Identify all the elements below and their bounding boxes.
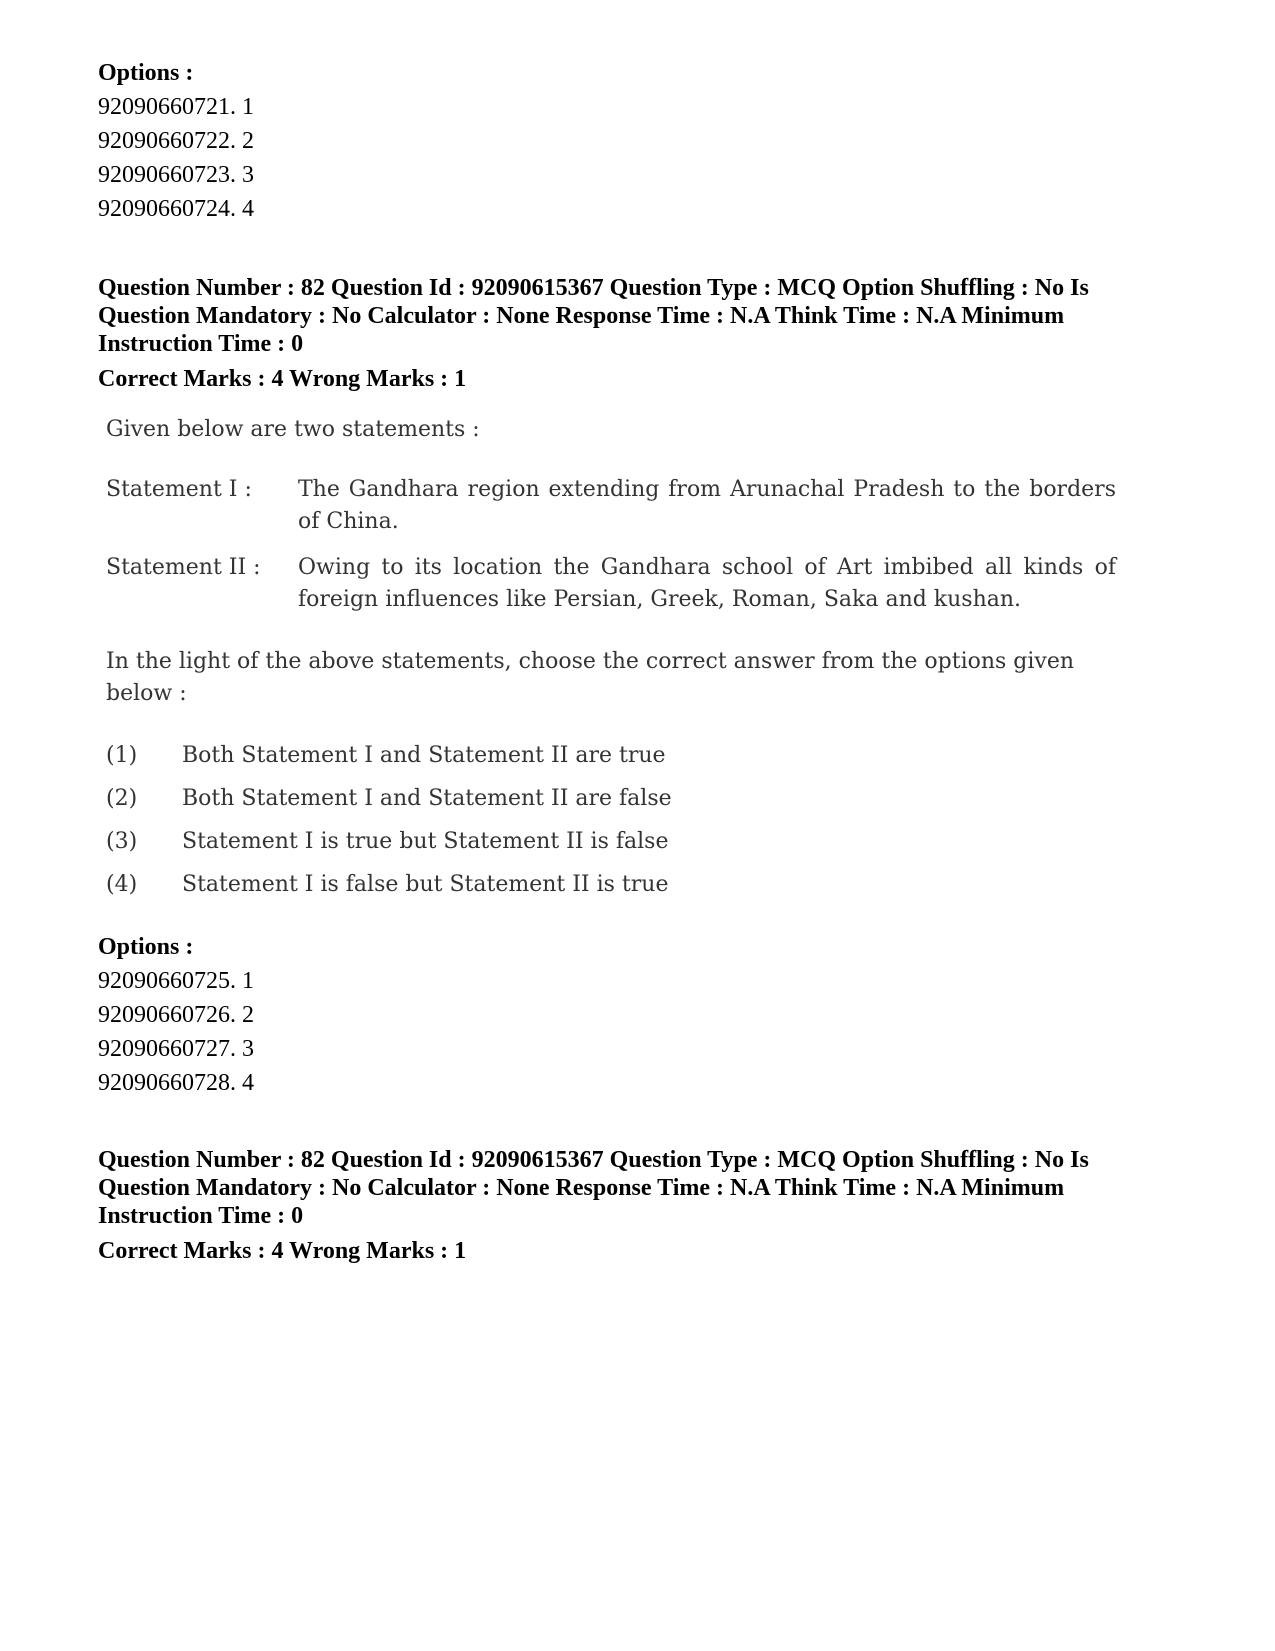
choice-number: (4) xyxy=(106,872,138,897)
question-1-header xyxy=(98,274,1178,394)
choice-number: (2) xyxy=(106,786,138,811)
answer-choice-3 xyxy=(106,826,1116,858)
statement-2 xyxy=(106,552,1116,616)
option-item: 92090660721. 1 xyxy=(98,94,254,120)
options-heading: Options : xyxy=(98,60,194,86)
option-item: 92090660723. 3 xyxy=(98,162,254,188)
statement-label: Statement I : xyxy=(106,477,252,502)
option-item: 92090660724. 4 xyxy=(98,196,254,222)
answer-choice-4 xyxy=(106,869,1116,901)
answer-choices xyxy=(106,740,1116,901)
choice-text: Both Statement I and Statement II are true xyxy=(182,743,666,768)
answer-choice-1 xyxy=(106,740,1116,772)
top-options-block xyxy=(98,56,1178,226)
statement-1 xyxy=(106,474,1116,538)
statement-label: Statement II : xyxy=(106,555,261,580)
question-meta: Question Number : 82 Question Id : 92090615367 Question Type : MCQ Option Shuffling : No Is Question Mandatory : No Calculator : None Response Time : N.A Think Time : N.A Minimum Instruction Time : 0 xyxy=(98,275,1089,357)
question-meta: Question Number : 82 Question Id : 92090615367 Question Type : MCQ Option Shuffling : No Is Question Mandatory : No Calculator : None Response Time : N.A Think Time : N.A Minimum Instruction Time : 0 xyxy=(98,1147,1089,1229)
option-item: 92090660726. 2 xyxy=(98,1002,254,1028)
question-1-options xyxy=(98,930,1178,1100)
choice-text: Statement I is true but Statement II is false xyxy=(182,829,669,854)
question-instruction: In the light of the above statements, choose the correct answer from the options given below : xyxy=(106,649,1075,706)
choice-number: (1) xyxy=(106,743,138,768)
choice-number: (3) xyxy=(106,829,138,854)
answer-choice-2 xyxy=(106,783,1116,815)
choice-text: Statement I is false but Statement II is true xyxy=(182,872,669,897)
option-item: 92090660725. 1 xyxy=(98,968,254,994)
question-marks: Correct Marks : 4 Wrong Marks : 1 xyxy=(98,1238,467,1264)
question-marks: Correct Marks : 4 Wrong Marks : 1 xyxy=(98,366,467,392)
options-heading: Options : xyxy=(98,934,194,960)
choice-text: Both Statement I and Statement II are false xyxy=(182,786,672,811)
option-item: 92090660727. 3 xyxy=(98,1036,254,1062)
statement-text: The Gandhara region extending from Arunachal Pradesh to the borders of China. xyxy=(298,477,1116,534)
option-item: 92090660728. 4 xyxy=(98,1070,254,1096)
option-item: 92090660722. 2 xyxy=(98,128,254,154)
question-1-body xyxy=(106,414,1116,912)
statement-text: Owing to its location the Gandhara school of Art imbibed all kinds of foreign influences like Persian, Greek, Roman, Saka and kushan. xyxy=(298,555,1116,612)
question-2-header xyxy=(98,1146,1178,1266)
question-intro: Given below are two statements : xyxy=(106,417,480,442)
